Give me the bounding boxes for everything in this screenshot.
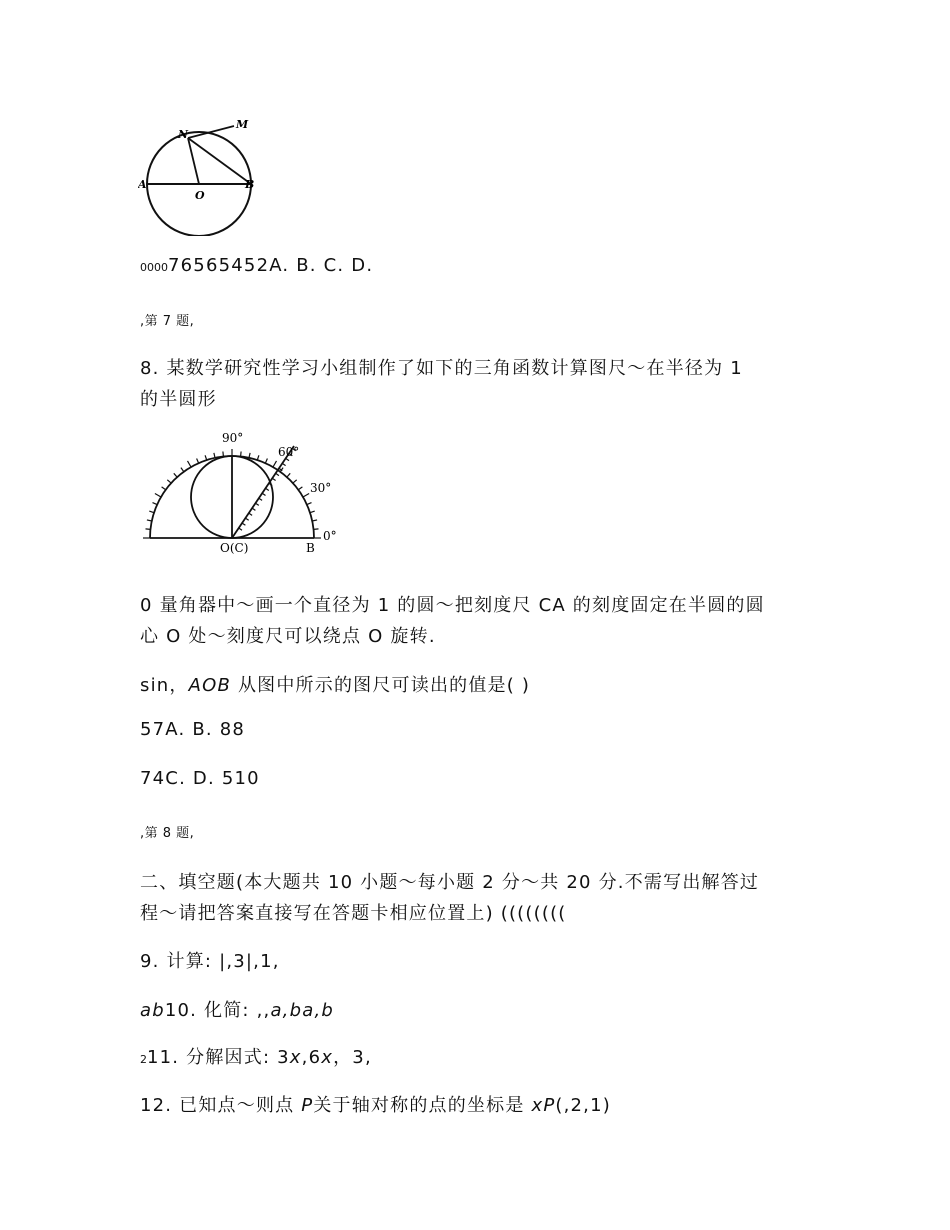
ruler-tick bbox=[282, 463, 285, 465]
ruler-tick bbox=[259, 498, 262, 500]
ruler-tick bbox=[245, 518, 248, 520]
label-90: 90° bbox=[222, 431, 244, 445]
question-11-text: 11. 分解因式: 3 bbox=[147, 1047, 290, 1068]
question-10-math-pre: ab bbox=[140, 1000, 165, 1021]
question-11-superscript: 2 bbox=[140, 1053, 147, 1066]
question-12-text: 12. 已知点～则点 bbox=[140, 1095, 302, 1116]
ruler-tick bbox=[252, 508, 255, 510]
question-12 bbox=[140, 1091, 611, 1117]
question-11-x1: x bbox=[289, 1047, 302, 1068]
label-o: O bbox=[195, 189, 205, 202]
protractor-tick bbox=[155, 494, 161, 498]
section-2-heading-line-2: 程～请把答案直接写在答题卡相应位置上) (((((((( bbox=[140, 903, 567, 924]
question-8-stem-line-2: 的半圆形 bbox=[140, 389, 217, 410]
ruler-tick bbox=[272, 478, 275, 480]
label-n: N bbox=[178, 128, 189, 141]
question-7-text: 76565452A. B. C. D. bbox=[168, 255, 374, 276]
question-7-figure bbox=[138, 116, 268, 236]
question-12-mid: 关于轴对称的点的坐标是 bbox=[313, 1095, 532, 1116]
ruler-tick bbox=[266, 488, 269, 490]
label-60: 60° bbox=[278, 445, 300, 459]
question-11 bbox=[140, 1043, 372, 1069]
ruler-tick bbox=[256, 503, 259, 505]
question-8-options-line-2: 74C. D. 510 bbox=[140, 768, 260, 789]
question-11-mid: ,6 bbox=[301, 1047, 322, 1068]
question-8-question bbox=[140, 671, 530, 697]
ruler-tick bbox=[249, 513, 252, 515]
question-12-p2: P bbox=[543, 1095, 556, 1116]
question-8-stem-line-1: 8. 某数学研究性学习小组制作了如下的三角函数计算图尺～在半径为 1 bbox=[140, 358, 743, 379]
question-12-coord: (,2,1) bbox=[555, 1095, 611, 1116]
protractor-tick bbox=[303, 494, 309, 498]
question-8-angle: AOB bbox=[188, 675, 232, 696]
question-11-end: ，3, bbox=[333, 1047, 372, 1068]
protractor-tick bbox=[188, 461, 192, 467]
question-10-math-post: a,ba,b bbox=[270, 1000, 334, 1021]
question-12-p: P bbox=[301, 1095, 314, 1116]
question-8-sin: sin， bbox=[140, 675, 189, 696]
question-8-desc-line-2: 心 O 处～刻度尺可以绕点 O 旋转. bbox=[140, 626, 436, 647]
question-8-question-text: 从图中所示的图尺可读出的值是( ) bbox=[231, 675, 531, 696]
question-8-caption: ,第 8 题, bbox=[140, 826, 195, 841]
section-2-heading-line-1: 二、填空题(本大题共 10 小题～每小题 2 分～共 20 分.不需写出解答过 bbox=[140, 872, 760, 893]
label-a: A bbox=[138, 178, 147, 191]
question-7-options bbox=[140, 255, 373, 276]
question-10 bbox=[140, 996, 334, 1022]
protractor-tick bbox=[273, 461, 277, 467]
question-12-x: x bbox=[531, 1095, 544, 1116]
question-11-x2: x bbox=[321, 1047, 334, 1068]
label-b: B bbox=[245, 178, 255, 191]
question-10-text: 10. 化简: ,, bbox=[164, 1000, 271, 1021]
question-8-options-line-1: 57A. B. 88 bbox=[140, 719, 246, 740]
label-origin: O(C) bbox=[220, 541, 249, 555]
label-0: 0° bbox=[323, 529, 337, 543]
ruler-tick bbox=[239, 528, 242, 530]
ruler-tick bbox=[276, 473, 279, 475]
label-30: 30° bbox=[310, 481, 332, 495]
question-7-caption: ,第 7 题, bbox=[140, 314, 195, 329]
label-m: M bbox=[236, 118, 249, 131]
label-b: B bbox=[306, 541, 315, 555]
ruler-tick bbox=[262, 493, 265, 495]
question-8-figure bbox=[140, 428, 355, 558]
ruler-tick bbox=[242, 523, 245, 525]
question-7-prefix: 0000 bbox=[140, 261, 168, 274]
question-9: 9. 计算: |,3|,1, bbox=[140, 951, 280, 972]
question-8-desc-line-1: 0 量角器中～画一个直径为 1 的圆～把刻度尺 CA 的刻度固定在半圆的圆 bbox=[140, 595, 765, 616]
